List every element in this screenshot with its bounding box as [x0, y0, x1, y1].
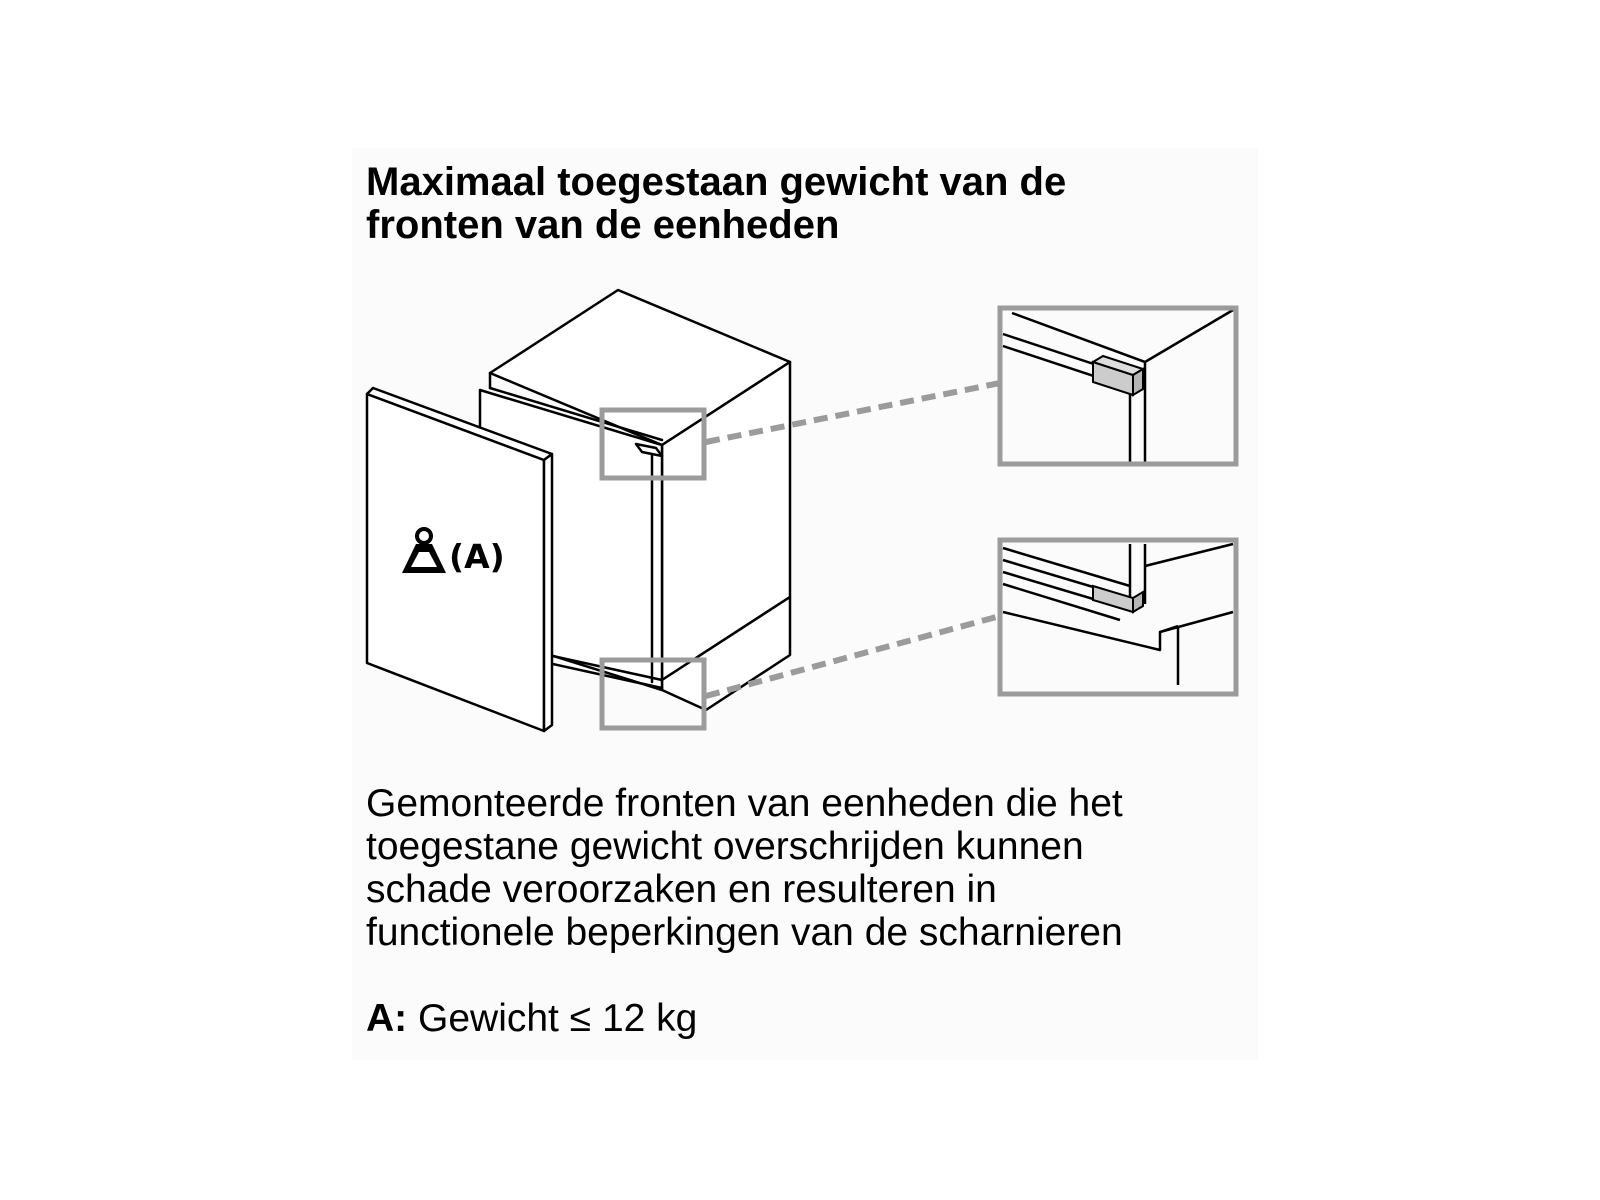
weight-legend [366, 997, 1246, 1040]
bottom-detail-frame [1000, 540, 1236, 694]
diagram-title: Maximaal toegestaan gewicht van de fronten van de eenheden [366, 160, 1067, 247]
legend-value: Gewicht ≤ 12 kg [418, 997, 698, 1040]
front-panel-side [544, 454, 552, 731]
detail-cabinet-edge [1145, 310, 1233, 362]
bottom-hinge-detail [1000, 540, 1236, 694]
detail-cabinet-bottom-edge [1145, 544, 1233, 566]
warning-description: Gemonteerde fronten van eenheden die het toegestane gewicht overschrijden kunnen schade veroorzaken en resulteren in functionele beperkingen van de scharnieren [366, 782, 1123, 954]
detail-plinth-step [1003, 612, 1233, 650]
top-hinge-detail [1000, 308, 1236, 464]
legend-key: A: [366, 997, 408, 1040]
bottom-hinge-block [1093, 586, 1133, 612]
weight-label: (A) [449, 537, 505, 576]
weight-symbol [402, 529, 505, 576]
